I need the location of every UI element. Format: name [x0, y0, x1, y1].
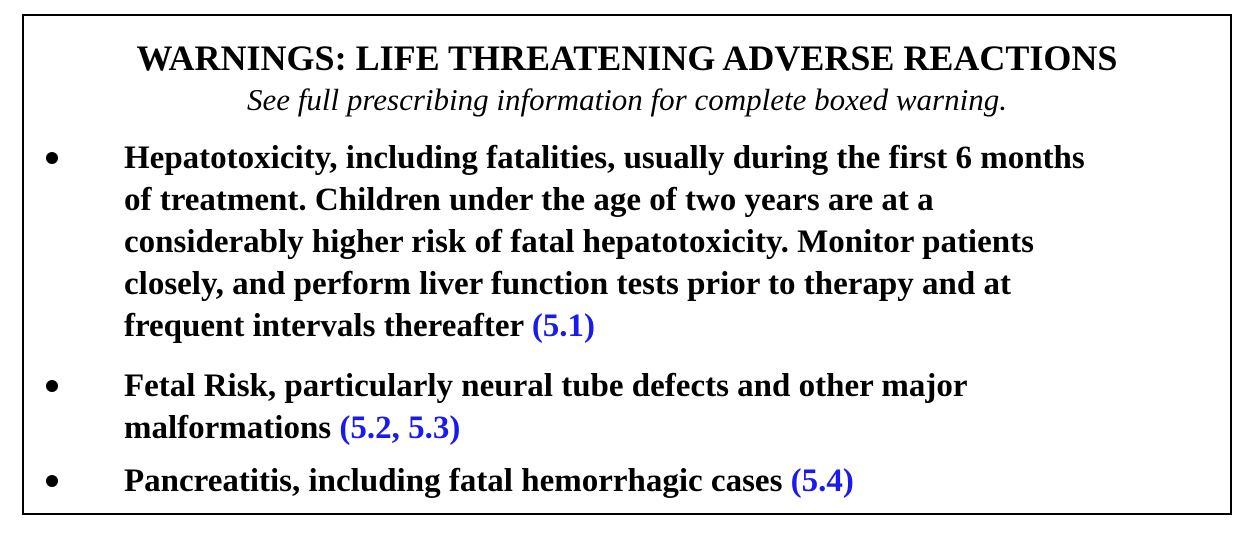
bullet-icon — [46, 380, 58, 392]
bullet-line: of treatment. Children under the age of two years are at a — [124, 182, 934, 218]
reference-link-5-1[interactable]: (5.1) — [531, 308, 596, 344]
bullet-text — [124, 460, 1230, 502]
bullet-icon — [46, 475, 58, 487]
bullet-text — [124, 365, 1230, 449]
bullet-text — [124, 137, 1230, 347]
warning-subtitle: See full prescribing information for complete boxed warning. — [247, 82, 1007, 117]
bullet-line: Hepatotoxicity, including fatalities, usually during the first 6 months — [124, 140, 1085, 176]
reference-link-5-4[interactable]: (5.4) — [790, 463, 854, 499]
bullet-line: frequent intervals thereafter — [124, 308, 532, 344]
bullet-line: closely, and perform liver function tests prior to therapy and at — [124, 266, 1011, 302]
bullet-icon — [46, 152, 58, 164]
reference-link-5-2-5-3[interactable]: (5.2, 5.3) — [339, 410, 461, 446]
bullet-line: Fetal Risk, particularly neural tube defects and other major — [124, 368, 968, 404]
boxed-warning — [22, 14, 1232, 515]
warning-title: WARNINGS: LIFE THREATENING ADVERSE REACTIONS — [136, 38, 1118, 78]
bullet-line: Pancreatitis, including fatal hemorrhagic cases — [124, 463, 791, 499]
bullet-line: malformations — [124, 410, 340, 446]
bullet-line: considerably higher risk of fatal hepatotoxicity. Monitor patients — [124, 224, 1034, 260]
